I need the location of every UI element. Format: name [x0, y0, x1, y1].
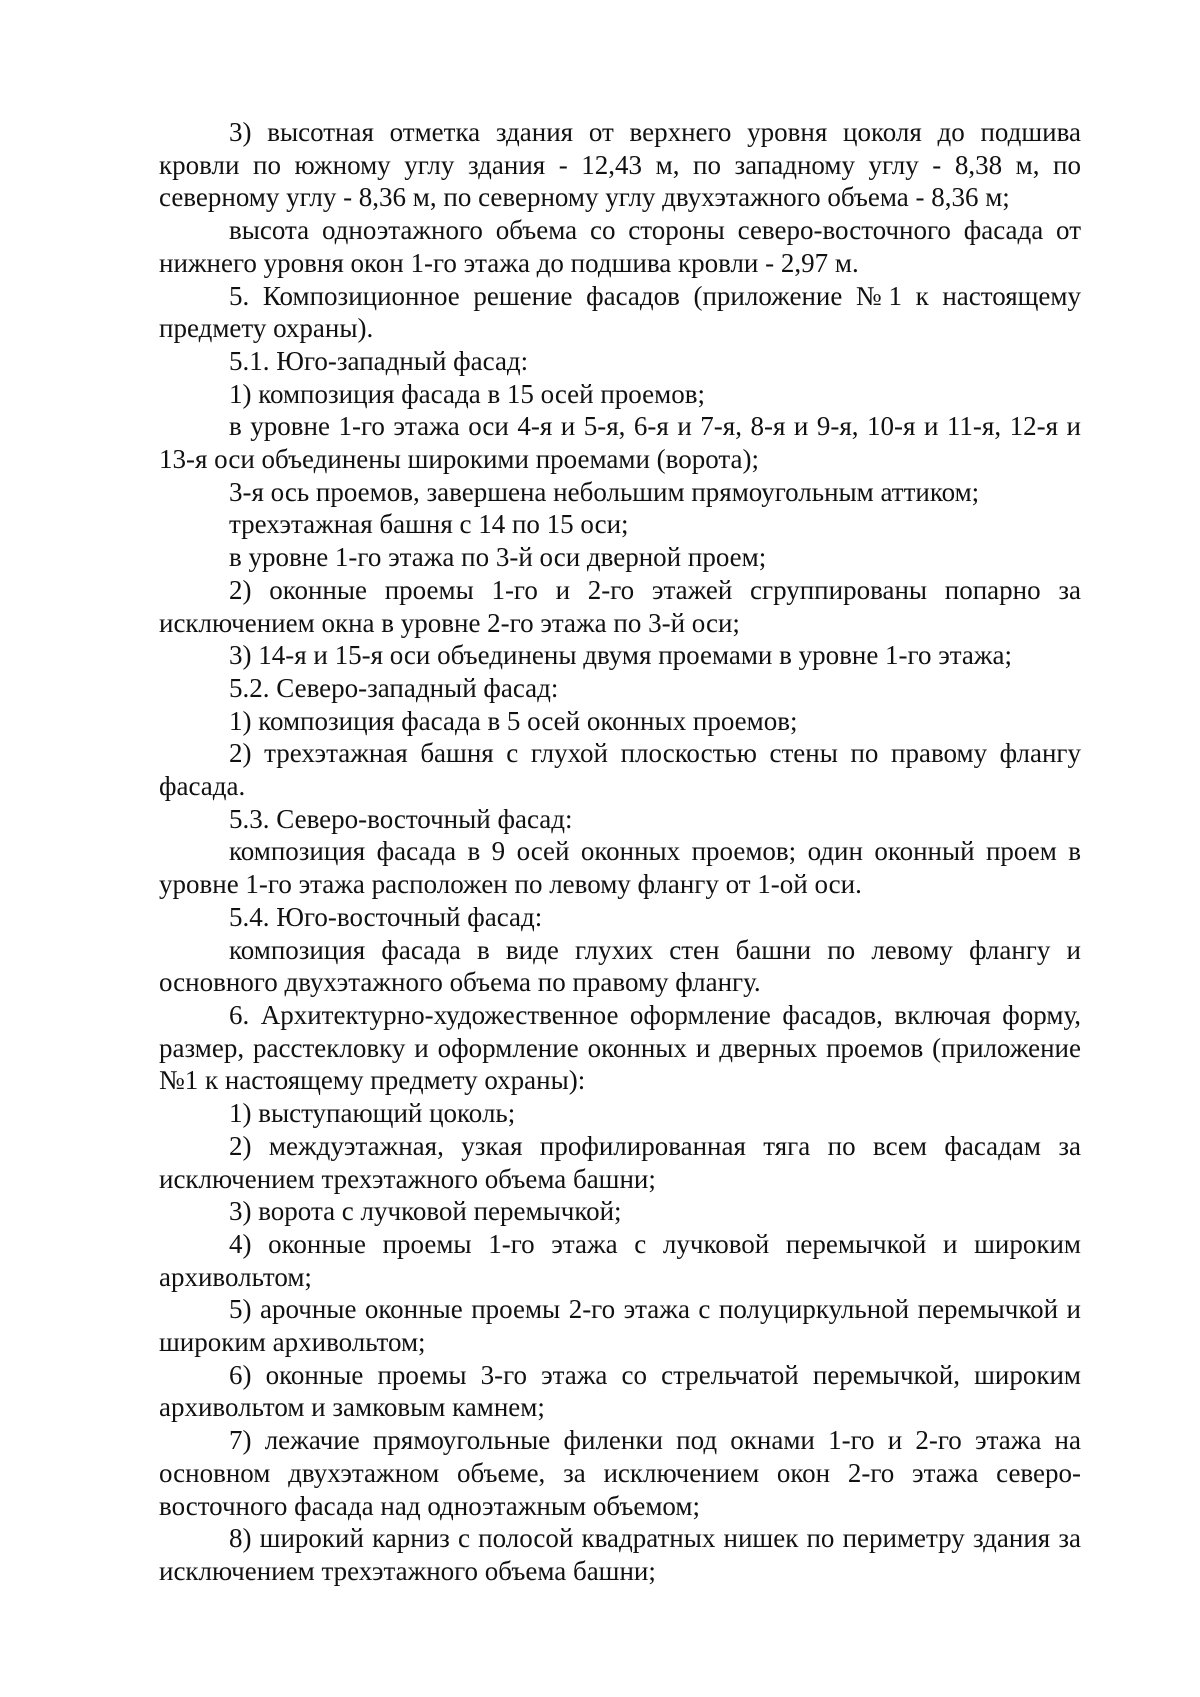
paragraph: трехэтажная башня с 14 по 15 оси;	[229, 509, 629, 540]
paragraph: в уровне 1-го этажа оси 4-я и 5-я, 6-я и 7-я, 8-я и 9-я, 10-я и 11-я, 12-я и 13-я оси объединены широкими проемами (ворота);	[159, 411, 1081, 475]
paragraph: 3-я ось проемов, завершена небольшим прямоугольным аттиком;	[229, 476, 980, 507]
subsection-heading: 5.2. Северо-западный фасад:	[229, 672, 559, 703]
paragraph: композиция фасада в 9 осей оконных проемов; один оконный проем в уровне 1-го этажа расположен по левому флангу от 1-ой оси.	[159, 836, 1081, 900]
paragraph: 1) композиция фасада в 5 осей оконных проемов;	[229, 705, 798, 736]
paragraph: 4) оконные проемы 1-го этажа с лучковой перемычкой и широким архивольтом;	[159, 1228, 1081, 1292]
paragraph: 2) трехэтажная башня с глухой плоскостью стены по правому флангу фасада.	[159, 738, 1081, 802]
paragraph: 6) оконные проемы 3-го этажа со стрельчатой перемычкой, широким архивольтом и замковым камнем;	[159, 1359, 1081, 1423]
paragraph: в уровне 1-го этажа по 3-й оси дверной проем;	[229, 542, 767, 573]
paragraph: 3) ворота с лучковой перемычкой;	[229, 1196, 622, 1227]
paragraph: 5) арочные оконные проемы 2-го этажа с полуциркульной перемычкой и широким архивольтом;	[159, 1294, 1081, 1358]
subsection-heading: 5.4. Юго-восточный фасад:	[229, 901, 543, 932]
section-heading: 5. Композиционное решение фасадов (приложение №1 к настоящему предмету охраны).	[159, 280, 1081, 344]
paragraph: 7) лежачие прямоугольные филенки под окнами 1-го и 2-го этажа на основном двухэтажном объеме, за исключением окон 2-го этажа северо-восточного фасада над одноэтажным объемом;	[159, 1425, 1081, 1521]
subsection-heading: 5.3. Северо-восточный фасад:	[229, 803, 573, 834]
paragraph: 1) композиция фасада в 15 осей проемов;	[229, 378, 705, 409]
paragraph: 1) выступающий цоколь;	[229, 1098, 516, 1129]
paragraph: высота одноэтажного объема со стороны северо-восточного фасада от нижнего уровня окон 1-го этажа до подшива кровли - 2,97 м.	[159, 215, 1081, 278]
paragraph: 3) высотная отметка здания от верхнего уровня цоколя до подшива кровли по южному углу здания - 12,43 м, по западному углу - 8,38 м, по северному углу - 8,36 м, по северному углу двухэтажного объема - 8,36 м;	[159, 117, 1081, 213]
subsection-heading: 5.1. Юго-западный фасад:	[229, 345, 529, 376]
document-body	[159, 116, 1081, 1588]
paragraph: 3) 14-я и 15-я оси объединены двумя проемами в уровне 1-го этажа;	[229, 640, 1013, 671]
paragraph: композиция фасада в виде глухих стен башни по левому флангу и основного двухэтажного объема по правому флангу.	[159, 934, 1081, 998]
section-heading: 6. Архитектурно-художественное оформление фасадов, включая форму, размер, расстекловку и оформление оконных и дверных проемов (приложение №1 к настоящему предмету охраны):	[159, 999, 1081, 1096]
paragraph: 2) оконные проемы 1-го и 2-го этажей сгруппированы попарно за исключением окна в уровне 2-го этажа по 3-й оси;	[159, 574, 1081, 638]
paragraph: 2) междуэтажная, узкая профилированная тяга по всем фасадам за исключением трехэтажного объема башни;	[159, 1130, 1081, 1194]
paragraph: 8) широкий карниз с полосой квадратных нишек по периметру здания за исключением трехэтажного объема башни;	[159, 1523, 1081, 1586]
